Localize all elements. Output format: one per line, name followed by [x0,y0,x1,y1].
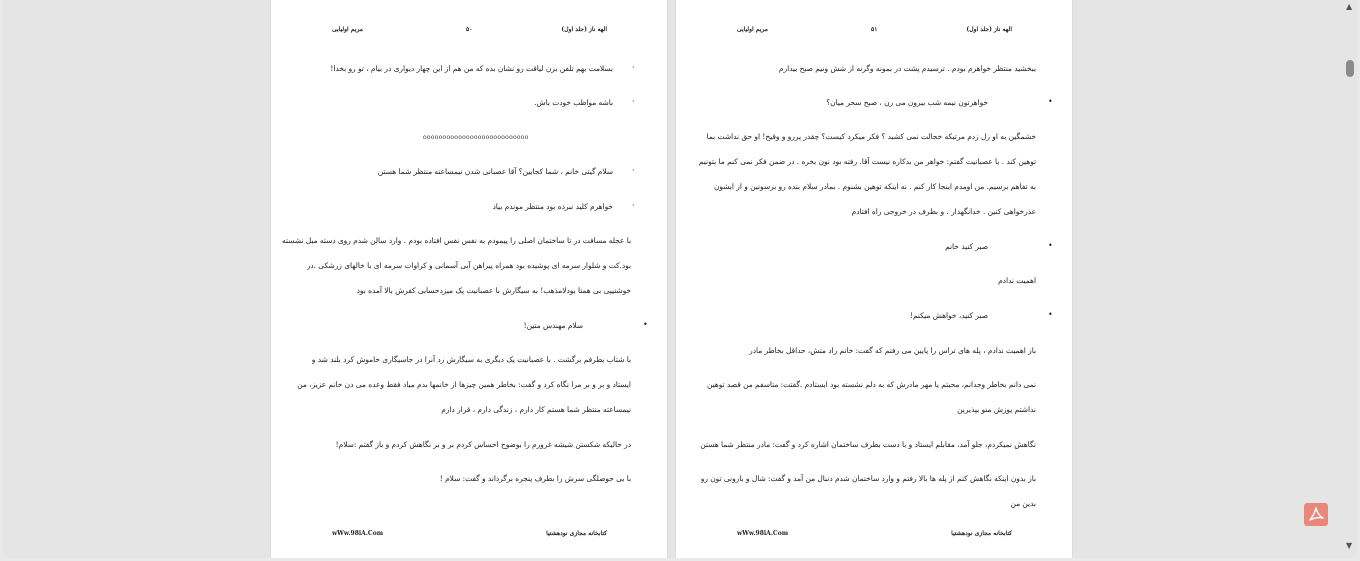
text-line: صبر کنید خانم [945,242,988,251]
text-line: سلام مهندس متین! [523,321,583,330]
text-line: باز اهمیت ندادم ، پله های تراس را پایین می رفتم که گفت: خانم راد متش، حداقل بخاطر مادر [749,346,1036,355]
page-footer [271,530,667,540]
text-line: خواهرتون نیمه شب بیرون می رن ، صبح سحر میان؟ [826,98,988,107]
text-line: ایستاد و بر و بر مرا نگاه کرد و گفت: بخاطر همین چیزها از خانمها بدم میاد فقط وعده می دن خانم عزیز، من [297,380,631,389]
text-line: به تفاهم برسیم. من اومدم اینجا کار کنم . نه اینکه توهین بشنوم . بمادر سلام بنده رو برسونین و از ایشون [713,182,1036,191]
document-page-50 [270,0,668,558]
footer-website: wWw.98iA.Com [737,530,789,537]
text-line: ببخشید منتظر خواهرم بودم . ترسیدم پشت در بمونه وگرنه از شش ونیم صبح بیدارم [778,64,1036,73]
text-line: نداشتم پوزش منو بپذیرین [957,405,1036,414]
text-line: عذرخواهی کنین . خدانگهدار . و بطرف در خروجی راه افتادم [851,207,1036,216]
text-line: باشه مواظب خودت باش. [534,98,613,107]
page-header [676,26,1072,36]
bullet-marker: • [1048,241,1053,250]
footer-website: wWw.98iA.Com [332,530,384,537]
bullet-marker: · [632,201,635,210]
text-line: توهین کند . با عصبانیت گفتم: خواهر من بدکاره نیست آقا. رفته بود نون بخره . در ضمن فکر نمی کنم ما بتونیم [698,157,1036,166]
header-book-title: الهه ناز (جلد اول) [966,26,1012,33]
chevron-up-icon[interactable]: ▲ [1346,2,1353,11]
text-line: بسلامت بهم تلفن بزن لیاقت رو نشان بده که من هم از این چهار دیواری در بیام ، تو رو بخدا! [330,64,613,73]
text-line: نمی دانم بخاطر وجدانم، محبتم یا مهر مادرش که به دلم نشسته بود ایستادم .گفتت: متاسفم من قصد توهین [706,380,1036,389]
header-author: مریم اولیایی [737,26,768,33]
pdf-viewer [3,0,1357,558]
text-line: خواهرم کلید نبرده بود منتظر موندم بیاد [492,202,613,211]
text-line: بود.کت و شلوار سرمه ای پوشیده بود همراه پیراهن آبی آسمانی و کراوات سرمه ای با خالهای زرشکی .در [306,261,631,270]
page-header [271,26,667,36]
bullet-marker: · [632,63,635,72]
section-divider: ooooooooooooooooooooooooooo [423,134,529,141]
text-line: سلام گیتی خانم ، شما کجایین؟ آقا عصبانی شدن نیمساعته منتظر شما هستن [377,167,613,176]
header-book-title: الهه ناز (جلد اول) [561,26,607,33]
acrobat-pdf-icon [1307,506,1325,523]
footer-library-name: کتابخانه مجازی نودهشتیا [546,530,607,537]
bullet-marker: • [1048,97,1053,106]
text-line: با بی حوصلگی سرش را بطرف پنجره برگرداند و گفت: سلام ! [439,474,631,483]
text-line: صبر کنید، خواهش میکنم! [909,311,988,320]
text-line: خوشتیپی بی همتا بودلامذهب! به سیگارش با عصبانیت پک میزدحسابی کفرش بالا آمده بود [356,286,631,295]
scrollbar-thumb[interactable] [1346,60,1354,77]
text-line: خشمگین به او زل زدم مرتیکه خجالت نمی کشید ؟ فکر میکرد کیست؟ چقدر پررو و وقیح! او حق نداشت بما [706,132,1036,141]
header-author: مریم اولیایی [332,26,363,33]
pdf-download-button[interactable] [1304,503,1328,526]
bullet-marker: • [643,320,648,329]
text-line: با عجله مسافت در تا ساختمان اصلی را پیمودم به نفس نفس افتاده بودم . وارد سالن شدم روی دسته مبل نشسته [281,236,631,245]
chevron-down-icon[interactable]: ▼ [1346,541,1353,550]
bullet-marker: • [1048,310,1053,319]
text-line: نیمساعته منتظر شما هستم کار دارم ، زندگی دارم ، قرار دارم [441,405,631,414]
header-page-number: ۵۰ [466,26,473,33]
footer-library-name: کتابخانه مجازی نودهشتیا [951,530,1012,537]
vertical-scrollbar[interactable] [1345,0,1357,561]
bullet-marker: · [632,166,635,175]
text-line: اهمیت ندادم [998,276,1036,285]
text-line: بدین من [1010,499,1036,508]
text-line: باز بدون اینکه نگاهش کنم از پله ها بالا رفتم و وارد ساختمان شدم دنبال من آمد و گفت: شال و بارونی تون رو [700,474,1036,483]
header-page-number: ۵۱ [871,26,878,33]
document-page-51 [675,0,1073,558]
page-footer [676,530,1072,540]
text-line: با شتاب بطرفم برگشت . با عصبانیت پک دیگری به سیگارش زد آنرا در جاسیگاری خاموش کرد بلند شد و [311,355,631,364]
bullet-marker: · [632,97,635,106]
text-line: در حالیکه شکستن شیشه غرورم را بوضوح احساس کردم بر و بر نگاهش کردم و باز گفتم :سلام! [335,440,631,449]
text-line: نگاهش نمیکردم، جلو آمد، مقابلم ایستاد و با دست بطرف ساختمان اشاره کرد و گفت: مادر منتظر شما هستن [700,440,1036,449]
